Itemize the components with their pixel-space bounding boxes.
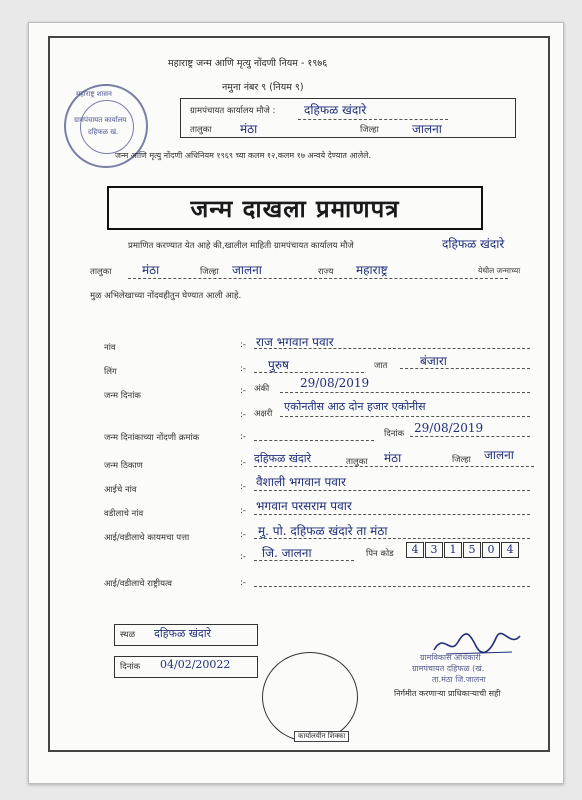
dob-words-label: अक्षरी [254,409,273,419]
district-value: जालना [412,122,442,136]
pin-digit: 4 [501,542,519,558]
certify-village-value: दहिफळ खंदारे [442,237,505,251]
certify-district-label: जिल्हा [200,267,219,277]
address-label: आई/वडीलाचे कायमचा पत्ता [104,533,190,543]
address-line-1: मु. पो. दहिफळ खंदारे ता मंठा [258,524,388,538]
nationality-label: आई/वडीलाचे राष्ट्रीयत्व [104,579,173,589]
place-value: दहिफळ खंदारे [154,627,212,640]
pin-digit: 5 [463,542,481,558]
certify-taluka-label: तालुका [90,267,112,277]
date-value: 04/02/20022 [160,658,231,671]
dob-words-value: एकोनतीस आठ दोन हजार एकोनीस [284,400,426,413]
certificate-title: जन्म दाखला प्रमाणपत्र [190,194,400,223]
certify-line-1: प्रमाणित करण्यात येत आहे की,खालील माहिती ग्रामपंचायत कार्यालय मौजे [128,241,354,251]
name-value: राज भगवान पवार [256,335,334,349]
act-line: जन्म आणि मृत्यु नोंदणी अधिनियम १९६९ च्या कलम १२,कलम १७ अन्वये देण्यात आलेले. [115,151,372,160]
reg-date-label: दिनांक [384,429,405,439]
title-box [107,186,483,230]
pin-digit: 3 [425,542,443,558]
gender-label: लिंग [104,367,117,377]
rule-line: महाराष्ट्र जन्म आणि मृत्यु नोंदणी नियम - १९७६ [168,58,328,69]
father-label: वडीलाचे नांव [104,509,144,519]
issuer-signature-label: निर्गमीत करणाऱ्या प्राधिकाऱ्याची सही [394,689,501,698]
reg-date-value: 29/08/2019 [414,421,484,435]
dob-digits-label: अंकी [254,384,270,394]
pin-digit: 1 [444,542,462,558]
birthplace-taluka-value: मंठा [384,451,402,465]
birthplace-label: जन्म ठिकाण [104,461,143,471]
office-stamp-oval [262,652,358,742]
address-line-2: जि. जालना [262,546,312,560]
village-value: दहिफळ खंदारे [304,103,367,117]
certify-state-value: महाराष्ट्र [356,263,388,277]
seal-ring-text: महाराष्ट्र शासन [76,90,112,98]
certify-line-3: मुळ अभिलेखाच्या नोंदवहीतुन घेण्यात आली आहे. [90,291,242,301]
certify-tail: येथील जन्माच्या [478,266,521,275]
dob-digits-value: 29/08/2019 [300,376,370,390]
mother-label: आईचे नांव [104,485,137,495]
name-label: नांव [104,343,116,353]
birthplace-district-label: जिल्हा [452,455,471,465]
certify-state-label: राज्य [318,267,334,277]
pin-digit: 4 [406,542,424,558]
pin-label: पिन कोड [366,549,394,559]
dob-label: जन्म दिनांक [104,391,141,401]
officer-stamp-line-1: ग्रामविकास अधिकारी [420,653,481,662]
officer-stamp-line-2: ग्रामपंचायत दहिफळ (खं. [412,664,485,673]
date-label: दिनांक [120,662,141,672]
village-label: ग्रामपंचायत कार्यालय मौजे : [190,106,276,116]
taluka-value: मंठा [240,122,258,136]
birthplace-district-value: जालना [484,448,514,462]
seal-center-text-1: ग्रामपंचायत कार्यालय [74,116,127,124]
taluka-label: तालुका [190,125,212,135]
place-label: स्थळ [120,630,136,640]
pin-digit: 0 [482,542,500,558]
pin-code [406,542,520,558]
birthplace-taluka-label: तालुका [346,457,368,467]
father-value: भगवान परसराम पवार [256,499,352,513]
birthplace-value: दहिफळ खंदारे [254,452,312,465]
caste-value: बंजारा [420,354,447,368]
officer-stamp-line-3: ता.मंठा जि.जालना [432,675,486,684]
caste-label: जात [374,361,388,371]
certify-taluka-value: मंठा [142,263,160,277]
certify-district-value: जालना [232,263,262,277]
reg-no-label: जन्म दिनांकाच्या नोंदणी क्रमांक [104,433,200,443]
mother-value: वैशाली भगवान पवार [256,475,346,489]
office-stamp-label: कार्यालयीन शिक्का [294,731,349,742]
form-line: नमुना नंबर ९ (नियम ९) [222,82,304,93]
gender-value: पुरुष [268,358,289,372]
seal-center-text-2: दहिफळ खं. [88,128,119,136]
district-label: जिल्हा [360,125,379,135]
